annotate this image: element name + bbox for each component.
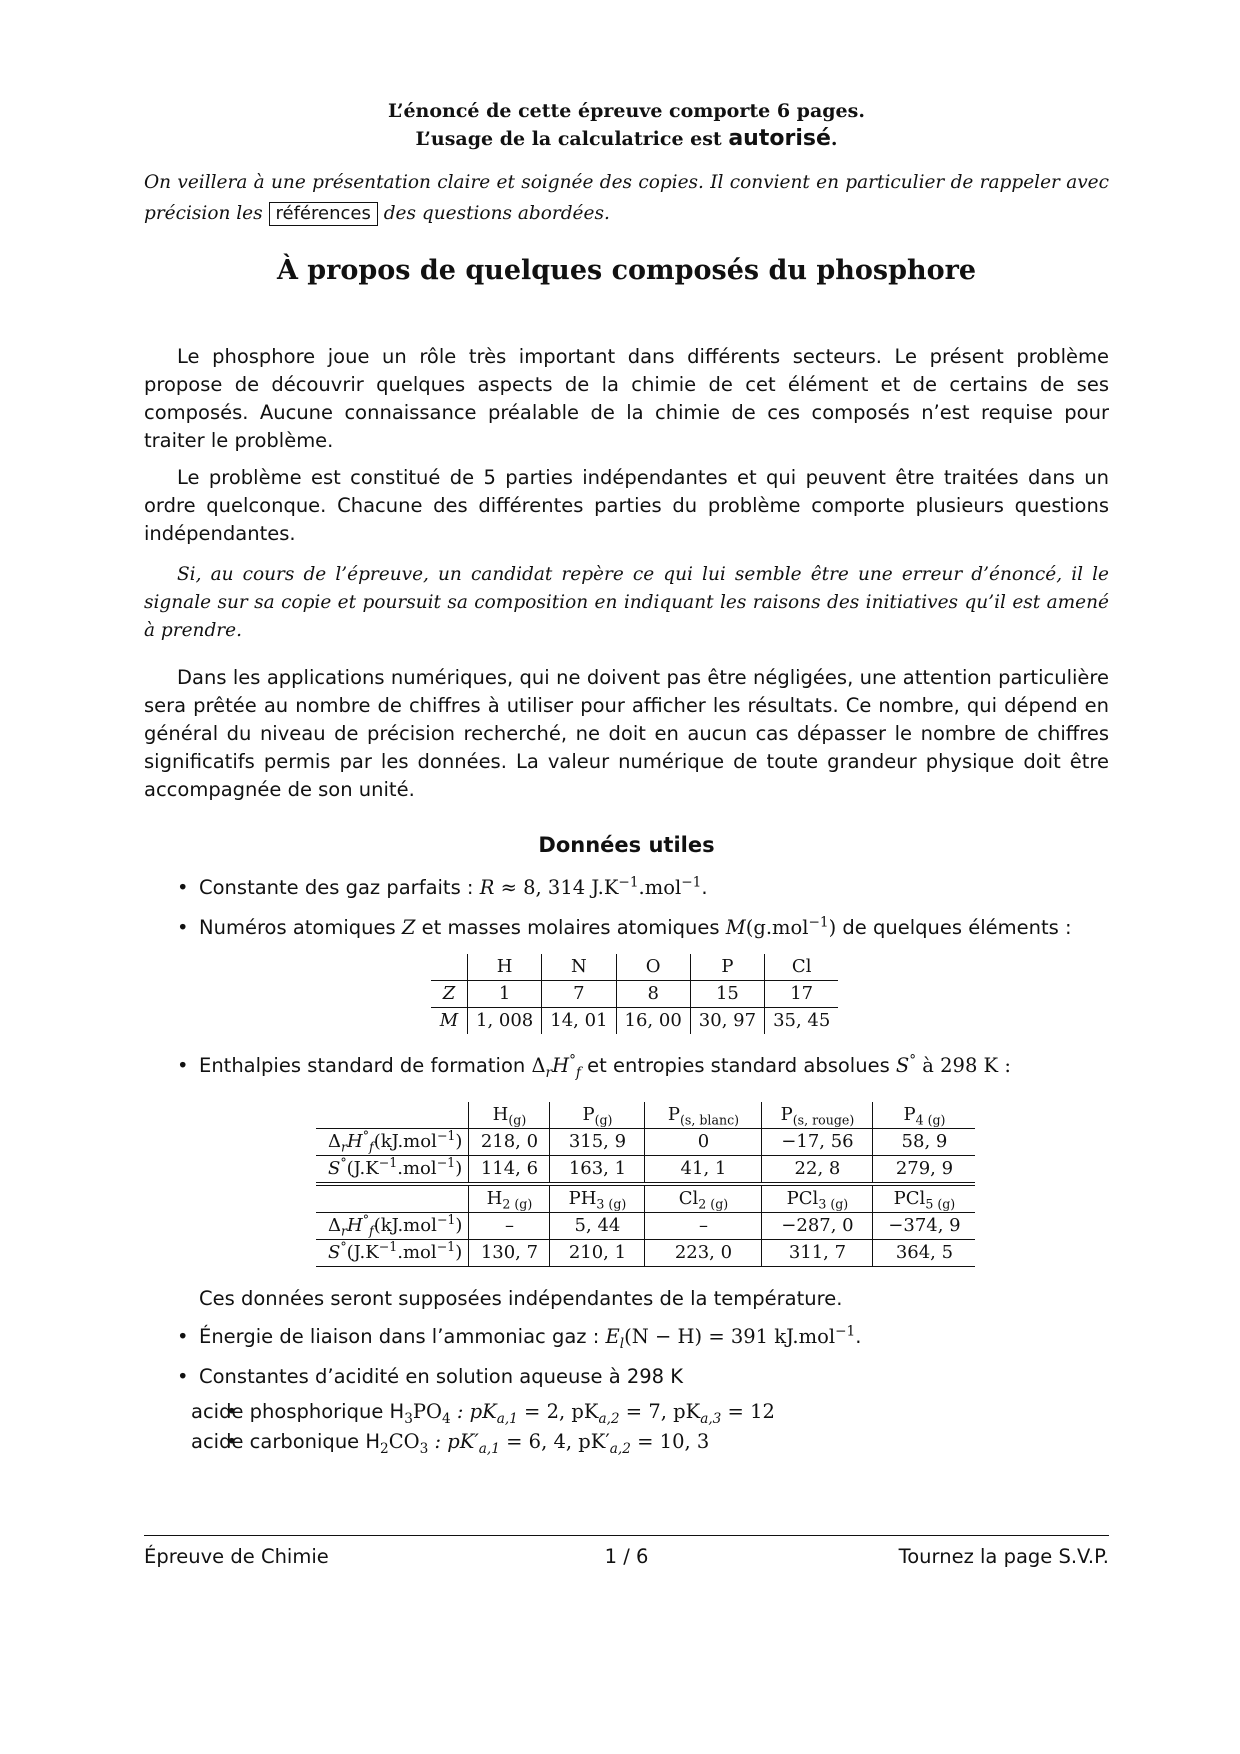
table-cell: 1, 008 — [476, 1010, 534, 1031]
intro-paragraph: Le phosphore joue un rôle très important dans différents secteurs. Le présent problème propose de découvrir quelques aspects de la chimie de cet élément et de certains de ses composés. Aucune connaissance préalable de la chimie de ces composés n’est requise pour traiter le problème. — [144, 345, 1109, 452]
references-box: références — [269, 202, 378, 226]
authorized-word: autorisé — [728, 126, 831, 151]
atomic-data-item: • Numéros atomiques Z et masses molaires atomiques M(g.mol$^{-1}$) de quelques éléments : — [144, 914, 1109, 942]
table-cell: 210, 1 — [550, 1240, 645, 1267]
table-cell: 15 — [690, 981, 764, 1008]
table-cell: 364, 5 — [873, 1240, 976, 1267]
bond-energy-item: • Énergie de liaison dans l’ammoniac gaz : $E_l(N - H) = 391$ kJ.mol$^{-1}$. — [144, 1323, 1109, 1351]
table-cell: −287, 0 — [762, 1213, 873, 1240]
species-header: $P_{(s, blanc)}$ — [645, 1102, 762, 1129]
table-cell: 218, 0 — [469, 1129, 550, 1156]
table-cell: – — [645, 1213, 762, 1240]
table-cell: 163, 1 — [550, 1156, 645, 1185]
numerics-paragraph: Dans les applications numériques, qui ne doivent pas être négligées, une attention particulière sera prêtée au nombre de chiffres à utiliser pour afficher les résultats. Ce nombre, qui dépend en général du niveau de précision recherché, ne doit en aucun cas dépasser le nombre de chiffres significatifs permis par les données. La valeur numérique de toute grandeur physique doit être accompagnée de son unité. — [144, 666, 1109, 801]
table-row — [316, 1213, 975, 1240]
table-row — [431, 1008, 838, 1035]
row-label-entropy: $S^\circ(J.K^{-1}.mol^{-1})$ — [316, 1240, 469, 1267]
row-label-entropy: $S^\circ(J.K^{-1}.mol^{-1})$ — [316, 1156, 469, 1185]
table-cell: 41, 1 — [645, 1156, 762, 1185]
data-list — [144, 874, 1109, 942]
acid-carbonic-item: • acide carbonique $H_2CO_3$ : $pK'_{a,1} = 6$, 4, $pK'_{a,2} = 10$, 3 — [144, 1427, 1109, 1457]
table-cell: 7 — [542, 981, 616, 1008]
element-header: O — [616, 954, 690, 981]
exam-notice — [144, 98, 1109, 153]
error-paragraph: Si, au cours de l’épreuve, un candidat repère ce qui lui semble être une erreur d’énoncé, il le signale sur sa copie et poursuit sa composition en indiquant les raisons des initiatives qu’il est amené à prendre. — [144, 564, 1109, 641]
temperature-note: Ces données seront supposées indépendantes de la température. — [199, 1287, 843, 1310]
element-header: N — [542, 954, 616, 981]
table-cell: 58, 9 — [873, 1129, 976, 1156]
gas-constant-item: • Constante des gaz parfaits : R ≈ 8, 314 $J.K^{-1}.mol^{-1}$. — [144, 874, 1109, 902]
acid-phosphoric-item: • acide phosphorique $H_3PO_4$ : $pK_{a,1} = 2$, $pK_{a,2} = 7$, $pK_{a,3} = 12$ — [144, 1397, 1109, 1427]
table-cell: – — [469, 1213, 550, 1240]
species-header: $P_{4 (g)}$ — [873, 1102, 976, 1129]
element-header: P — [690, 954, 764, 981]
thermo-data-item: • Enthalpies standard de formation $\Delta_rH^\circ_f$ et entropies standard absolues S° à 298 K : — [144, 1052, 1109, 1080]
table-cell: 8 — [616, 981, 690, 1008]
species-header: $H_{(g)}$ — [469, 1102, 550, 1129]
atomic-table — [431, 954, 838, 1034]
data-section-title: Données utiles — [538, 833, 715, 857]
footer-page-number: 1 / 6 — [604, 1545, 649, 1568]
table-cell: 14, 01 — [542, 1008, 616, 1035]
species-header: $P_{(s, rouge)}$ — [762, 1102, 873, 1129]
calculator-notice: L’usage de la calculatrice est autorisé. — [415, 126, 838, 151]
table-row — [316, 1129, 975, 1156]
table-cell: 279, 9 — [873, 1156, 976, 1185]
table-cell: 130, 7 — [469, 1240, 550, 1267]
species-header: $P_{(g)}$ — [550, 1102, 645, 1129]
table-cell: −374, 9 — [873, 1213, 976, 1240]
table-cell: 311, 7 — [762, 1240, 873, 1267]
table-cell: 0 — [645, 1129, 762, 1156]
table-cell: 16, 00 — [616, 1008, 690, 1035]
table-row — [316, 1184, 975, 1213]
species-header: PCl$_{3 (g)}$ — [762, 1184, 873, 1213]
table-cell: 30, 97 — [690, 1008, 764, 1035]
table-row — [316, 1240, 975, 1267]
table-row — [316, 1102, 975, 1129]
element-header: Cl — [765, 954, 839, 981]
row-label-z: Z — [431, 981, 468, 1008]
table-row — [431, 981, 838, 1008]
table-cell: 35, 45 — [765, 1008, 839, 1035]
footer-exam-name: Épreuve de Chimie — [144, 1545, 329, 1568]
row-label-enthalpy: $\Delta_rH^\circ_f(kJ.mol^{-1})$ — [316, 1129, 469, 1156]
species-header: $Cl_{2 (g)}$ — [645, 1184, 762, 1213]
footer-turn-page: Tournez la page S.V.P. — [898, 1545, 1109, 1568]
table-row — [431, 954, 838, 981]
table-cell: 22, 8 — [762, 1156, 873, 1185]
structure-paragraph: Le problème est constitué de 5 parties indépendantes et qui peuvent être traitées dans un ordre quelconque. Chacune des différentes parties du problème comporte plusieurs questions indépendantes. — [144, 466, 1109, 545]
data-list-extra — [144, 1323, 1109, 1457]
element-header: H — [468, 954, 542, 981]
table-cell: 1 — [468, 981, 542, 1008]
species-header: $H_{2 (g)}$ — [469, 1184, 550, 1213]
presentation-instructions: On veillera à une présentation claire et soignée des copies. Il convient en particulier de rappeler avec précision les références des questions abordées. — [144, 172, 1109, 224]
page-count-notice: L’énoncé de cette épreuve comporte 6 pages. — [388, 100, 865, 122]
species-header: PCl$_{5 (g)}$ — [873, 1184, 976, 1213]
acid-list — [191, 1397, 1109, 1457]
table-cell: 223, 0 — [645, 1240, 762, 1267]
table-cell: 114, 6 — [469, 1156, 550, 1185]
table-cell: 17 — [765, 981, 839, 1008]
table-row — [316, 1156, 975, 1185]
species-header: $PH_{3 (g)}$ — [550, 1184, 645, 1213]
table-cell: 315, 9 — [550, 1129, 645, 1156]
table-cell: −17, 56 — [762, 1129, 873, 1156]
page-title: À propos de quelques composés du phosphore — [276, 255, 977, 286]
footer-rule — [144, 1535, 1109, 1536]
thermo-table — [316, 1102, 975, 1267]
page — [144, 98, 1109, 1457]
table-cell: 5, 44 — [550, 1213, 645, 1240]
data-list-thermo — [144, 1052, 1109, 1080]
acidity-item: • Constantes d’acidité en solution aqueuse à 298 K • acide phosphorique $H_3PO_4$ : $pK_{a,1} = 2$, $pK_{a,2} = 7$, $pK_{a,3} = 12$ • acide carbonique $H_2CO_3$ : $pK'_{a,1} = 6$, 4, $pK'_{a,2} = 10$, 3 — [144, 1363, 1109, 1457]
row-label-enthalpy: $\Delta_rH^\circ_f(kJ.mol^{-1})$ — [316, 1213, 469, 1240]
row-label-m: M — [431, 1008, 468, 1035]
